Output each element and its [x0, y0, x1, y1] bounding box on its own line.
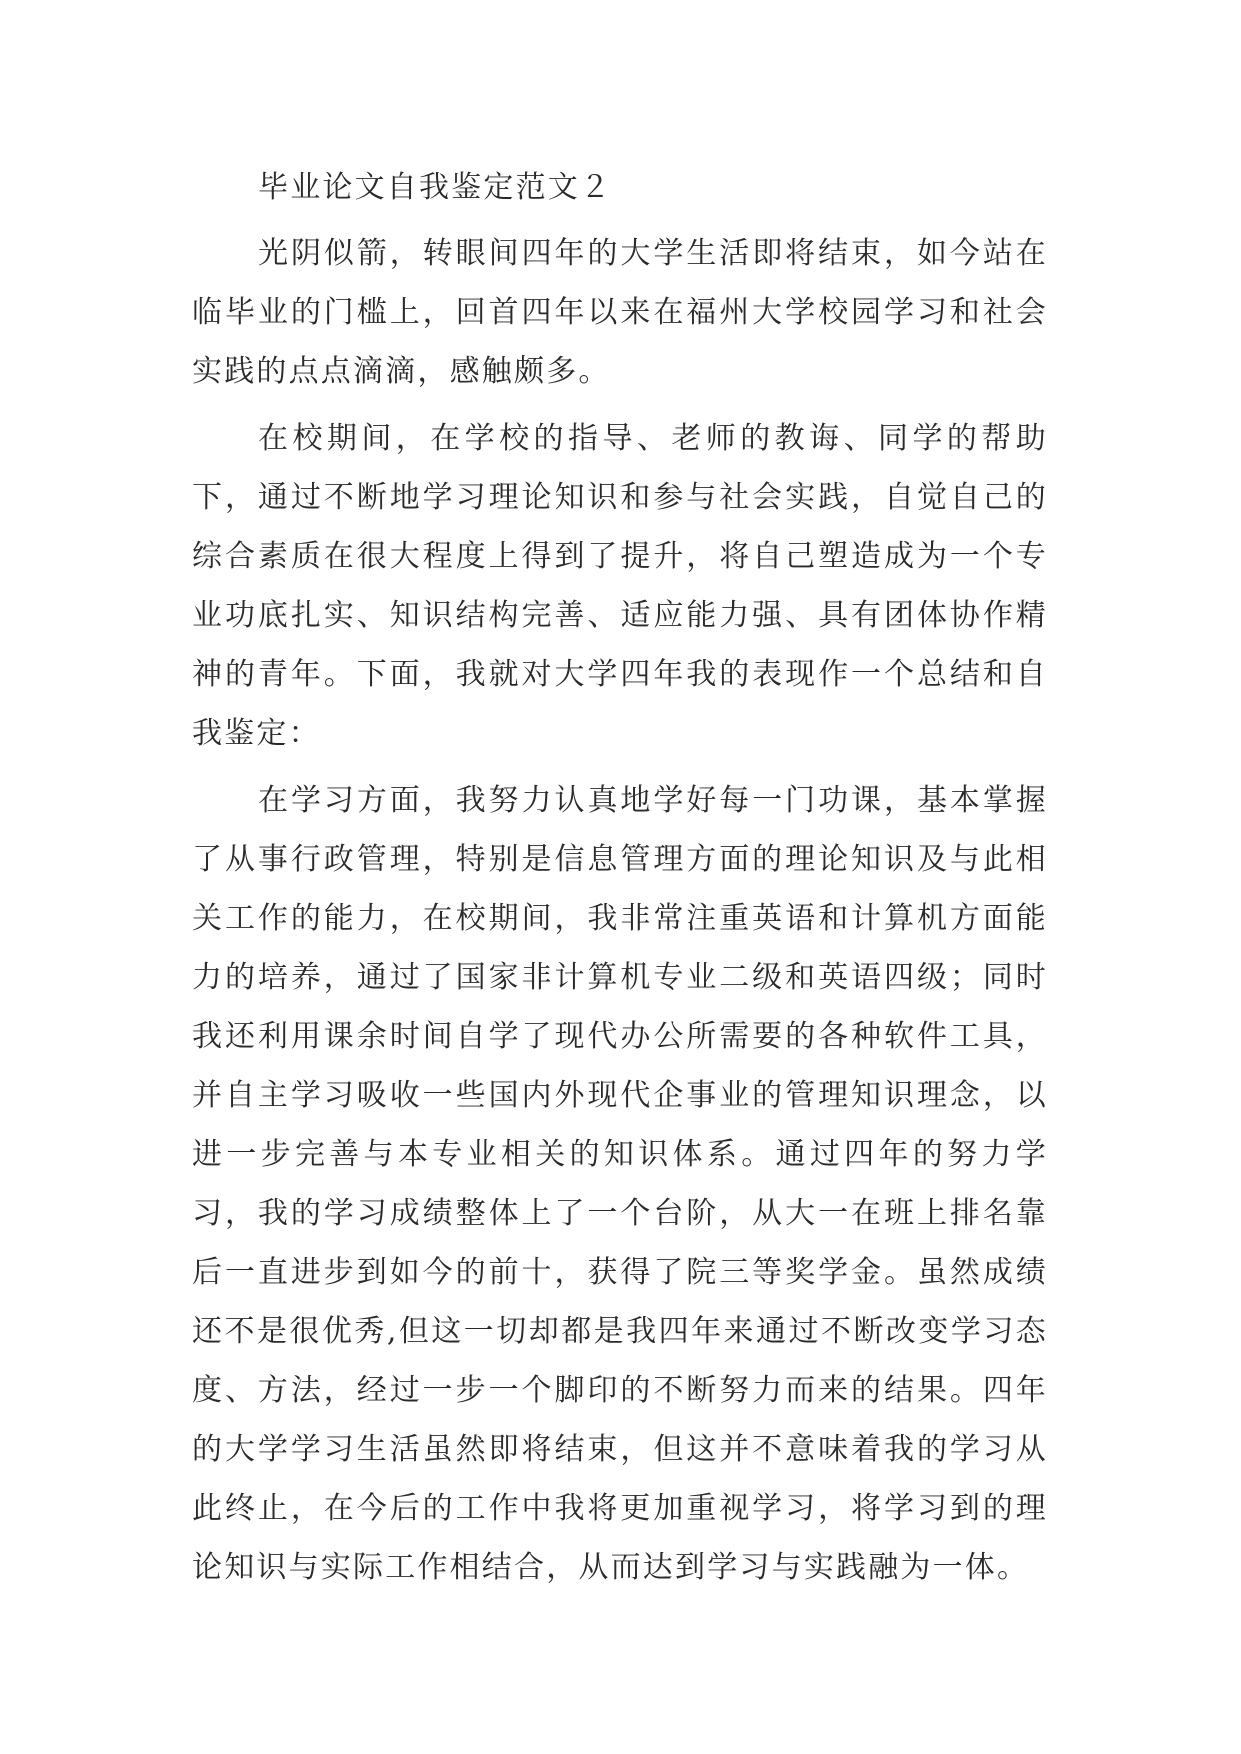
document-title: 毕业论文自我鉴定范文２	[258, 170, 613, 205]
paragraph-intro: 光阴似箭，转眼间四年的大学生活即将结束，如今站在临毕业的门槛上，回首四年以来在福州大学校园学习和社会实践的点点滴滴，感触颇多。	[192, 236, 1048, 389]
paragraph-school-period: 在校期间，在学校的指导、老师的教诲、同学的帮助下，通过不断地学习理论知识和参与社会实践，自觉自己的综合素质在很大程度上得到了提升，将自己塑造成为一个专业功底扎实、知识结构完善、适应能力强、具有团体协作精神的青年。下面，我就对大学四年我的表现作一个总结和自我鉴定：	[192, 421, 1048, 751]
paragraph-study: 在学习方面，我努力认真地学好每一门功课，基本掌握了从事行政管理，特别是信息管理方面的理论知识及与此相关工作的能力，在校期间，我非常注重英语和计算机方面能力的培养，通过了国家非计算机专业二级和英语四级；同时我还利用课余时间自学了现代办公所需要的各种软件工具，并自主学习吸收一些国内外现代企事业的管理知识理念，以进一步完善与本专业相关的知识体系。通过四年的努力学习，我的学习成绩整体上了一个台阶，从大一在班上排名靠后一直进步到如今的前十，获得了院三等奖学金。虽然成绩还不是很优秀,但这一切却都是我四年来通过不断改变学习态度、方法，经过一步一个脚印的不断努力而来的结果。四年的大学学习生活虽然即将结束，但这并不意味着我的学习从此终止，在今后的工作中我将更加重视学习，将学习到的理论知识与实际工作相结合，从而达到学习与实践融为一体。	[192, 783, 1048, 1585]
document-body	[192, 158, 1048, 1597]
